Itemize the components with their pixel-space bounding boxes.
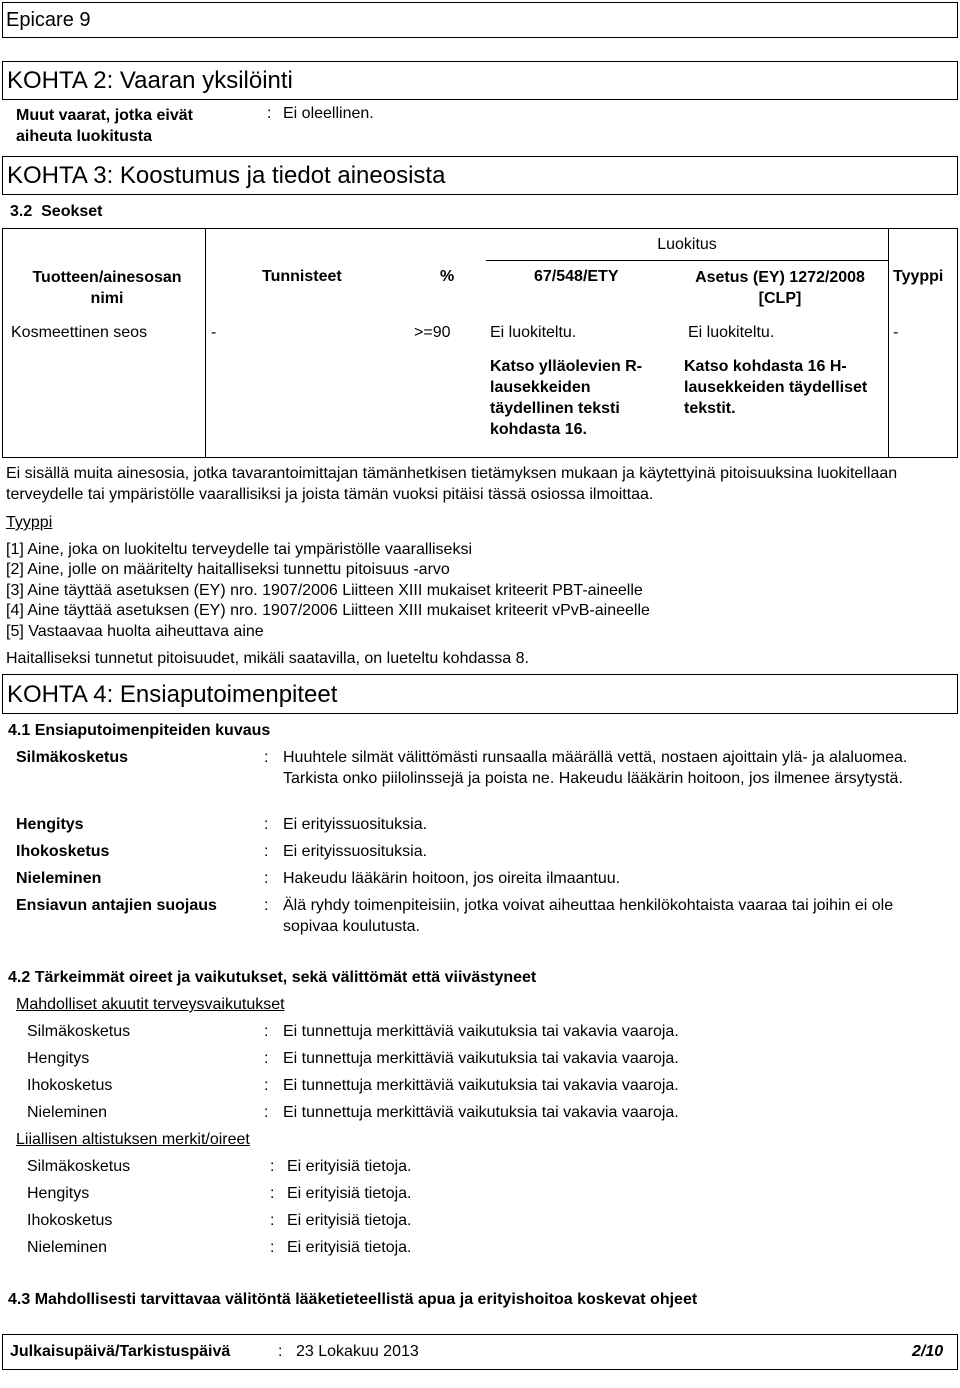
table-divider	[486, 260, 888, 261]
first-aid-label: Hengitys	[16, 816, 84, 833]
over-label: Hengitys	[27, 1185, 90, 1202]
over-value: Ei erityisiä tietoja.	[287, 1239, 412, 1256]
over-value: Ei erityisiä tietoja.	[287, 1185, 412, 1202]
section4-sub1: 4.1 Ensiaputoimenpiteiden kuvaus	[8, 722, 271, 739]
row-dsd: Ei luokiteltu.	[490, 324, 577, 341]
type-list-item: [1] Aine, joka on luokiteltu terveydelle tai ympäristölle vaaralliseksi	[6, 541, 473, 558]
acute-value: Ei tunnettuja merkittäviä vaikutuksia tai vakavia vaaroja.	[283, 1104, 679, 1121]
colon: :	[270, 1158, 275, 1175]
col-header-clp: Asetus (EY) 1272/2008 [CLP]	[695, 269, 865, 307]
table-divider	[205, 228, 206, 458]
colon: :	[270, 1239, 275, 1256]
classification-header: Luokitus	[657, 236, 717, 253]
type-list-item: [4] Aine täyttää asetuksen (EY) nro. 1907/2006 Liitteen XIII mukaiset kriteerit vPvB-aineelle	[6, 602, 650, 619]
acute-label: Ihokosketus	[27, 1077, 113, 1094]
type-list-item: [5] Vastaavaa huolta aiheuttava aine	[6, 623, 264, 640]
over-heading: Liiallisen altistuksen merkit/oireet	[16, 1131, 250, 1148]
colon: :	[264, 1023, 269, 1040]
section4-sub2: 4.2 Tärkeimmät oireet ja vaikutukset, sekä välittömät että viivästyneet	[8, 969, 537, 986]
acute-heading: Mahdolliset akuutit terveysvaikutukset	[16, 996, 285, 1013]
footer-date-value: 23 Lokakuu 2013	[296, 1343, 419, 1360]
colon: :	[264, 870, 269, 887]
section2-title: KOHTA 2: Vaaran yksilöinti	[7, 67, 293, 94]
footer-date-label: Julkaisupäivä/Tarkistuspäivä	[10, 1343, 231, 1360]
acute-value: Ei tunnettuja merkittäviä vaikutuksia tai vakavia vaaroja.	[283, 1050, 679, 1067]
page-number: 2/10	[912, 1343, 944, 1360]
first-aid-value: Ei erityissuosituksia.	[283, 843, 428, 860]
type-list-item: [3] Aine täyttää asetuksen (EY) nro. 1907/2006 Liitteen XIII mukaiset kriteerit PBT-aineelle	[6, 582, 643, 599]
first-aid-label: Ensiavun antajien suojaus	[16, 897, 217, 914]
note-dsd: Katso ylläolevien R-lausekkeiden täydellinen teksti kohdasta 16.	[490, 358, 643, 438]
over-label: Ihokosketus	[27, 1212, 113, 1229]
colon: :	[264, 843, 269, 860]
over-value: Ei erityisiä tietoja.	[287, 1212, 412, 1229]
type-list-item: [2] Aine, jolle on määritelty haitalliseksi tunnettu pitoisuus -arvo	[6, 561, 450, 578]
first-aid-value: Hakeudu lääkärin hoitoon, jos oireita ilmaantuu.	[283, 870, 621, 887]
col-header-name: Tuotteen/ainesosan nimi	[32, 269, 182, 307]
acute-value: Ei tunnettuja merkittäviä vaikutuksia tai vakavia vaaroja.	[283, 1077, 679, 1094]
col-header-ids: Tunnisteet	[262, 268, 342, 285]
row-name: Kosmeettinen seos	[11, 324, 148, 341]
colon: :	[264, 749, 269, 766]
colon: :	[264, 1077, 269, 1094]
row-percent: >=90	[414, 324, 451, 341]
section3-title: KOHTA 3: Koostumus ja tiedot aineosista	[7, 162, 446, 189]
colon: :	[267, 105, 272, 122]
note-clp: Katso kohdasta 16 H-lausekkeiden täydelliset tekstit.	[684, 358, 868, 417]
header-bar	[2, 2, 958, 38]
acute-label: Nieleminen	[27, 1104, 108, 1121]
type-heading: Tyyppi	[6, 514, 53, 531]
first-aid-value: Ei erityissuosituksia.	[283, 816, 428, 833]
colon: :	[264, 816, 269, 833]
composition-paragraph: Ei sisällä muita ainesosia, jotka tavarantoimittajan tämänhetkisen tietämyksen mukaan ja käytettyinä pitoisuuksina luokitellaan terveydelle tai ympäristölle vaarallisiksi ja joista tämän vuoksi pitäisi tässä osiossa ilmoittaa.	[6, 465, 898, 503]
acute-value: Ei tunnettuja merkittäviä vaikutuksia tai vakavia vaaroja.	[283, 1023, 679, 1040]
footer-colon: :	[278, 1343, 283, 1360]
over-value: Ei erityisiä tietoja.	[287, 1158, 412, 1175]
product-name: Epicare 9	[6, 9, 91, 31]
colon: :	[270, 1212, 275, 1229]
first-aid-value: Huuhtele silmät välittömästi runsaalla määrällä vettä, nostaen ajoittain ylä- ja alaluomea. Tarkista onko piilolinssejä ja poista ne. Hakeudu lääkärin hoitoon, jos ilmenee ärsytystä.	[283, 749, 908, 787]
colon: :	[264, 1104, 269, 1121]
col-header-dsd: 67/548/ETY	[534, 268, 619, 285]
exposure-note: Haitalliseksi tunnetut pitoisuudet, mikäli saatavilla, on lueteltu kohdassa 8.	[6, 650, 529, 667]
row-type: -	[893, 324, 899, 341]
table-divider	[888, 228, 889, 458]
section4-sub3: 4.3 Mahdollisesti tarvittavaa välitöntä lääketieteellistä apua ja erityishoitoa koskevat ohjeet	[8, 1291, 698, 1308]
section3-subtitle: 3.2 Seokset	[10, 203, 103, 220]
composition-table	[2, 228, 958, 458]
first-aid-label: Silmäkosketus	[16, 749, 129, 766]
colon: :	[270, 1185, 275, 1202]
colon: :	[264, 1050, 269, 1067]
colon: :	[264, 897, 269, 914]
over-label: Silmäkosketus	[27, 1158, 131, 1175]
acute-label: Hengitys	[27, 1050, 90, 1067]
first-aid-label: Nieleminen	[16, 870, 102, 887]
col-header-percent: %	[440, 268, 455, 285]
row-clp: Ei luokiteltu.	[688, 324, 775, 341]
over-label: Nieleminen	[27, 1239, 108, 1256]
acute-label: Silmäkosketus	[27, 1023, 131, 1040]
col-header-type: Tyyppi	[893, 268, 944, 285]
first-aid-label: Ihokosketus	[16, 843, 110, 860]
first-aid-value: Älä ryhdy toimenpiteisiin, jotka voivat aiheuttaa henkilökohtaista vaaraa tai joihin ei ole sopivaa koulutusta.	[283, 897, 894, 935]
row-ids: -	[211, 324, 217, 341]
section4-title: KOHTA 4: Ensiaputoimenpiteet	[7, 681, 338, 708]
other-hazards-value: Ei oleellinen.	[283, 105, 374, 122]
other-hazards-label: Muut vaarat, jotka eivät aiheuta luokitusta	[16, 107, 193, 145]
